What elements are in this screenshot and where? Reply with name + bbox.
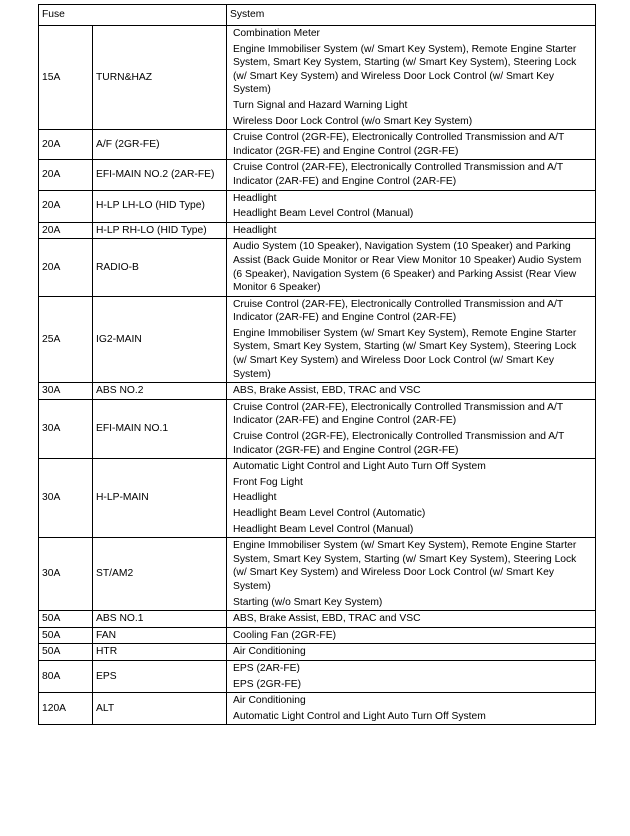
system-entry: Starting (w/o Smart Key System) <box>233 596 383 608</box>
system-entry: Turn Signal and Hazard Warning Light <box>233 99 408 111</box>
system-entry: Cruise Control (2AR-FE), Electronically Controlled Transmission and A/T Indicator (2AR-FE) and Engine Control (2AR-FE) <box>233 401 564 427</box>
system-cell <box>227 611 596 628</box>
table-body <box>39 26 596 725</box>
fuse-name: H-LP-MAIN <box>93 459 227 538</box>
system-entry: ABS, Brake Assist, EBD, TRAC and VSC <box>233 613 421 625</box>
system-cell <box>227 26 596 130</box>
system-entry: ABS, Brake Assist, EBD, TRAC and VSC <box>233 385 421 397</box>
fuse-amperage: 25A <box>39 296 93 383</box>
system-cell <box>227 538 596 611</box>
fuse-name: IG2-MAIN <box>93 296 227 383</box>
system-entry: Audio System (10 Speaker), Navigation System (10 Speaker) and Parking Assist (Back Guide Monitor or Rear View Monitor 10 Speaker) Audio System (6 Speaker), Navigation System (6 Speaker) and Parking Assist (Rear View Monitor 6 Speaker) <box>233 241 582 294</box>
system-entry: Front Fog Light <box>233 476 303 488</box>
header-fuse: Fuse <box>39 5 227 26</box>
fuse-amperage: 50A <box>39 627 93 644</box>
system-entry: Automatic Light Control and Light Auto Turn Off System <box>233 461 486 473</box>
fuse-amperage: 15A <box>39 26 93 130</box>
system-entry: Cruise Control (2AR-FE), Electronically Controlled Transmission and A/T Indicator (2AR-FE) and Engine Control (2AR-FE) <box>233 162 564 187</box>
system-entry: EPS (2AR-FE) <box>233 662 300 674</box>
system-entry: Combination Meter <box>233 28 320 39</box>
system-entry: Automatic Light Control and Light Auto Turn Off System <box>233 710 486 722</box>
table-row <box>39 644 596 661</box>
system-cell <box>227 627 596 644</box>
fuse-amperage: 20A <box>39 130 93 160</box>
fuse-name: EPS <box>93 660 227 692</box>
fuse-name: ST/AM2 <box>93 538 227 611</box>
system-entry: Engine Immobiliser System (w/ Smart Key System), Remote Engine Starter System, Smart Key System, Starting (w/ Smart Key System), Steering Lock (w/ Smart Key System) and Wireless Door Lock Control (w/ Smart Key System) <box>233 43 577 96</box>
fuse-amperage: 20A <box>39 222 93 239</box>
fuse-amperage: 20A <box>39 160 93 190</box>
fuse-name: ABS NO.1 <box>93 611 227 628</box>
table-row <box>39 160 596 190</box>
system-entry: EPS (2GR-FE) <box>233 678 302 690</box>
fuse-amperage: 30A <box>39 399 93 458</box>
system-cell <box>227 130 596 160</box>
fuse-name: TURN&HAZ <box>93 26 227 130</box>
system-cell <box>227 383 596 400</box>
system-entry: Air Conditioning <box>233 646 306 658</box>
table-row <box>39 239 596 296</box>
table-row <box>39 130 596 160</box>
system-cell <box>227 693 596 725</box>
table-row <box>39 538 596 611</box>
system-entry: Headlight Beam Level Control (Automatic) <box>233 508 426 519</box>
table-row <box>39 459 596 538</box>
system-cell <box>227 222 596 239</box>
fuse-name: ALT <box>93 693 227 725</box>
fuse-amperage: 20A <box>39 239 93 296</box>
system-cell <box>227 190 596 222</box>
fuse-amperage: 50A <box>39 611 93 628</box>
system-entry: Wireless Door Lock Control (w/o Smart Key System) <box>233 115 473 127</box>
system-cell <box>227 160 596 190</box>
system-cell <box>227 660 596 692</box>
fuse-name: A/F (2GR-FE) <box>93 130 227 160</box>
table-row <box>39 399 596 458</box>
system-cell <box>227 459 596 538</box>
system-entry: Headlight Beam Level Control (Manual) <box>233 208 414 220</box>
fuse-amperage: 80A <box>39 660 93 692</box>
system-entry: Headlight <box>233 492 277 504</box>
fuse-name: H-LP RH-LO (HID Type) <box>93 222 227 239</box>
table-row <box>39 190 596 222</box>
fuse-name: FAN <box>93 627 227 644</box>
fuse-name: EFI-MAIN NO.1 <box>93 399 227 458</box>
system-entry: Engine Immobiliser System (w/ Smart Key System), Remote Engine Starter System, Smart Key System, Starting (w/ Smart Key System), Steering Lock (w/ Smart Key System) and Wireless Door Lock Control (w/ Smart Key System) <box>233 540 577 592</box>
table-header-row <box>39 5 596 26</box>
system-cell <box>227 239 596 296</box>
system-cell <box>227 644 596 661</box>
fuse-amperage: 30A <box>39 459 93 538</box>
header-system: System <box>227 5 596 26</box>
system-entry: Air Conditioning <box>233 695 306 707</box>
system-entry: Cooling Fan (2GR-FE) <box>233 629 336 641</box>
fuse-amperage: 30A <box>39 383 93 400</box>
table-row <box>39 26 596 130</box>
fuse-name: H-LP LH-LO (HID Type) <box>93 190 227 222</box>
system-entry: Headlight <box>233 224 277 236</box>
fuse-name: RADIO-B <box>93 239 227 296</box>
fuse-amperage: 50A <box>39 644 93 661</box>
fuse-amperage: 20A <box>39 190 93 222</box>
fuse-name: ABS NO.2 <box>93 383 227 400</box>
system-cell <box>227 296 596 383</box>
system-entry: Cruise Control (2AR-FE), Electronically Controlled Transmission and A/T Indicator (2AR-FE) and Engine Control (2AR-FE) <box>233 298 564 324</box>
table-row <box>39 296 596 383</box>
system-cell <box>227 399 596 458</box>
table-row <box>39 383 596 400</box>
system-entry: Headlight Beam Level Control (Manual) <box>233 523 414 535</box>
fuse-name: EFI-MAIN NO.2 (2AR-FE) <box>93 160 227 190</box>
fuse-amperage: 30A <box>39 538 93 611</box>
table-row <box>39 222 596 239</box>
fuse-name: HTR <box>93 644 227 661</box>
system-entry: Cruise Control (2GR-FE), Electronically Controlled Transmission and A/T Indicator (2GR-FE) and Engine Control (2GR-FE) <box>233 132 565 157</box>
fuse-amperage: 120A <box>39 693 93 725</box>
table-row <box>39 611 596 628</box>
system-entry: Engine Immobiliser System (w/ Smart Key System), Remote Engine Starter System, Smart Key System, Starting (w/ Smart Key System), Steering Lock (w/ Smart Key System) and Wireless Door Lock Control (w/ Smart Key System) <box>233 327 577 380</box>
table-row <box>39 660 596 692</box>
system-entry: Headlight <box>233 192 277 204</box>
table-row <box>39 627 596 644</box>
system-entry: Cruise Control (2GR-FE), Electronically Controlled Transmission and A/T Indicator (2GR-FE) and Engine Control (2GR-FE) <box>233 431 565 456</box>
table-row <box>39 693 596 725</box>
fuse-table <box>38 4 596 725</box>
